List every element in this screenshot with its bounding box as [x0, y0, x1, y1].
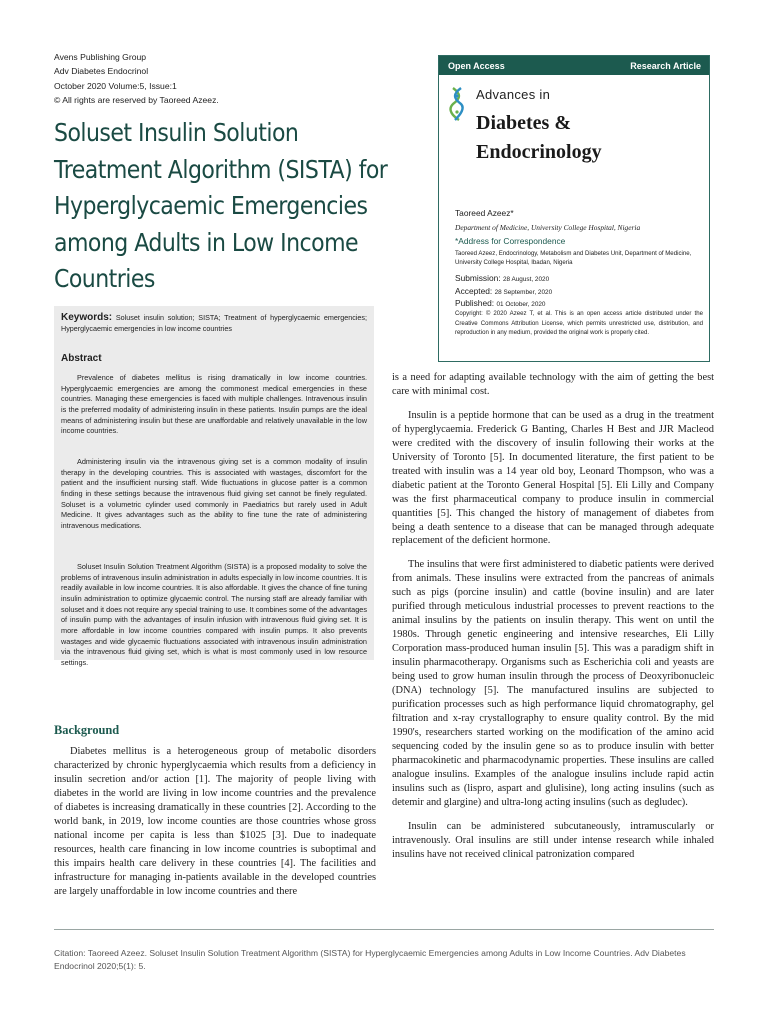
- article-dates: [455, 273, 552, 311]
- title-line: Soluset Insulin Solution: [54, 118, 299, 147]
- author-name: Taoreed Azeez*: [455, 208, 514, 218]
- dna-logo-icon: [449, 86, 465, 122]
- citation: Citation: Taoreed Azeez. Soluset Insulin Solution Treatment Algorithm (SISTA) for Hyperglycaemic Emergencies among Adults in Low Income Countries. Adv Diabetes Endocrinol 2020;5(1): 5.: [54, 948, 686, 972]
- article-title: [54, 115, 396, 298]
- issue-info: October 2020 Volume:5, Issue:1: [54, 80, 177, 91]
- abstract-paragraph: Prevalence of diabetes mellitus is rising dramatically in low income countries. Hyperglycaemic emergencies are among the commonest medical emergencies in these countries. Managing these emergencies is faced with multiple challenges. Intravenous insulin is the preferred modality of administering insulin in these patients. Insulin pumps are the ideal means of administering insulin but these are unaffordable and relatively unavailable in the low income countries.: [61, 373, 367, 436]
- title-line: Hyperglycaemic Emergencies: [54, 191, 368, 221]
- submission-row: [455, 273, 552, 286]
- author-department: Department of Medicine, University College Hospital, Nigeria: [455, 223, 641, 232]
- abstract-box: [54, 306, 374, 667]
- article-type-label: Research Article: [630, 60, 701, 71]
- abstract-paragraph: Administering insulin via the intravenous giving set is a common modality of insulin therapy in the developing countries. This is associated with wastages, discomfort for the patient and the insufficient nursing staff. Wide fluctuations in glucose patter is a common finding in these settings because the intravenous fluid giving set cannot be finely regulated. Soluset is a volumetric cylinder used commonly in Paediatrics but rarely used in Adult Medicine. It gives advantages such as the ability to fine tune the rate of administering intravenous medications.: [61, 457, 367, 530]
- accepted-row: [455, 286, 552, 299]
- footer-divider: [54, 929, 714, 930]
- title-line: among Adults in Low Income: [54, 227, 359, 257]
- accepted-label: Accepted:: [455, 285, 493, 296]
- open-access-label: Open Access: [448, 60, 505, 71]
- body-paragraph: Insulin is a peptide hormone that can be used as a drug in the treatment of hyperglycaemia. Frederick G Banting, Charles H Best and JJR Macleod were credited with the discovery of insulin following their works at the University of Toronto [5]. In documented literature, the first patient to be treated with insulin was a 14 year old boy, Leonard Thompson, who was a diabetic patient at the Toronto General Hospital [5]. Eli Lilly and Company was the first pharmaceutical company to produce insulin in commercial quantities [5]. This changed the history of management of diabetes from being a death sentence to a disease that can be managed through adequate replacement of the deficient hormone.: [392, 409, 714, 547]
- publisher-name: Avens Publishing Group: [54, 52, 147, 62]
- keywords: [61, 313, 367, 334]
- rights-notice: © All rights are reserved by Taoreed Azeez.: [54, 95, 219, 106]
- correspondence-heading: *Address for Correspondence: [455, 236, 566, 246]
- journal-abbreviation: Adv Diabetes Endocrinol: [54, 66, 149, 77]
- published-label: Published:: [455, 298, 495, 309]
- published-date: 01 October, 2020: [496, 301, 546, 309]
- background-heading: Background: [54, 723, 120, 737]
- correspondence-address: Taoreed Azeez, Endocrinology, Metabolism and Diabetes Unit, Department of Medicine, University College Hospital, Ibadan, Nigeria: [455, 250, 692, 267]
- info-box-header: [439, 56, 709, 75]
- title-line: Countries: [54, 264, 155, 294]
- submission-label: Submission:: [455, 273, 501, 283]
- journal-metadata: [54, 50, 219, 108]
- journal-name-line: Diabetes &: [476, 112, 571, 134]
- left-column-body: [54, 745, 376, 898]
- right-column-body: [392, 371, 714, 861]
- title-line: Treatment Algorithm (SISTA) for: [54, 154, 388, 184]
- body-paragraph: The insulins that were first administered to diabetic patients were derived from animals. These insulins were extracted from the pancreas of animals such as pigs (porcine insulin) and cattle (bovine insulin) and are later purified through meticulous industrial processes to prevent reactions to the animal insulins by the patients on insulin therapy. This went on until the 1980s. Through genetic engineering and intensive researches, Eli Lilly Corporation mass-produced human insulin [5]. This was a paradigm shift in insulin pharmacotherapy. Organisms such as Escherichia coli and yeasts are being used to grow human insulin through the process of Deoxyribonucleic (DNA) technology [5]. The manufactured insulins are subjected to purification processes such as high performance liquid chromatography, gel filtration and x-ray crystallography to ensure quality control. By the mid 1990's, researchers started working on the modification of the amino acid sequencing coded by the insulin gene so as to produce insulin with better pharmacokinetic and pharmacodynamic properties. These insulins are called analogue insulins. Examples of the analogue insulins include rapid actin insulins such as (lispro, aspart and glulisine), long acting insulins (such as detemir and glargine) and ultra-long acting insulins (such as degludec).: [392, 559, 714, 808]
- accepted-date: 28 September, 2020: [494, 288, 553, 296]
- journal-info-box: [438, 55, 710, 362]
- keywords-text: Soluset insulin solution; SISTA; Treatment of hyperglycaemic emergencies; Hyperglycaemic emergencies in low income countries: [61, 313, 367, 333]
- keywords-label: Keywords:: [61, 312, 113, 323]
- copyright-notice: Copyright: © 2020 Azeez T, et al. This is an open access article distributed under the Creative Commons Attribution License, which permits unrestricted use, distribution, and reproduction in any medium, provided the original work is properly cited.: [455, 310, 703, 337]
- submission-date: 28 August, 2020: [502, 276, 550, 283]
- journal-name-line: Endocrinology: [476, 141, 602, 163]
- abstract-heading: Abstract: [61, 353, 102, 364]
- body-paragraph: Diabetes mellitus is a heterogeneous group of metabolic disorders characterized by chronic hyperglycaemia which results from a deficiency in insulin secretion and/or action [1]. The majority of people living with diabetes in the world are living in low income countries and the prevalence of diabetes is increasing dramatically in these countries [2]. According to the world bank, in 2019, low income counties are those countries whose gross national income per capita is less than $1025 [3]. Due to inadequate resources, health care financing in low income countries is suboptimal and this impairs health care delivery in these countries [4]. The facilities and infrastructure for managing in-patients available in the developed countries are largely unaffordable in low income countries and there: [54, 746, 376, 897]
- body-paragraph: is a need for adapting available technology with the aim of getting the best care with minimal cost.: [392, 372, 714, 397]
- abstract-paragraph: Soluset Insulin Solution Treatment Algorithm (SISTA) is a proposed modality to solve the problems of intravenous insulin administration in adults especially in low income countries. It is readily available in low income countries. It is also affordable. It gives the chance of fine tuning insulin administration to optimize glycaemic control. The nursing staff are already familiar with soluset and it does not require any special training to use. It combines some of the advantages of insulin pump with the advantages of insulin infusion with intravenous fluid giving set. It is more affordable in low income countries compared with insulin pumps. It also prevents wastages and wide glycaemic fluctuations associated with intravenous insulin administration via the intravenous fluid giving set, which is what is most commonly used in low resource settings.: [61, 562, 367, 667]
- journal-prefix: Advances in: [476, 87, 551, 102]
- body-paragraph: Insulin can be administered subcutaneously, intramuscularly or intravenously. Oral insulins are still under intense research while inhaled insulins have not received clinical patronization compared: [392, 820, 714, 860]
- journal-name: [476, 109, 602, 167]
